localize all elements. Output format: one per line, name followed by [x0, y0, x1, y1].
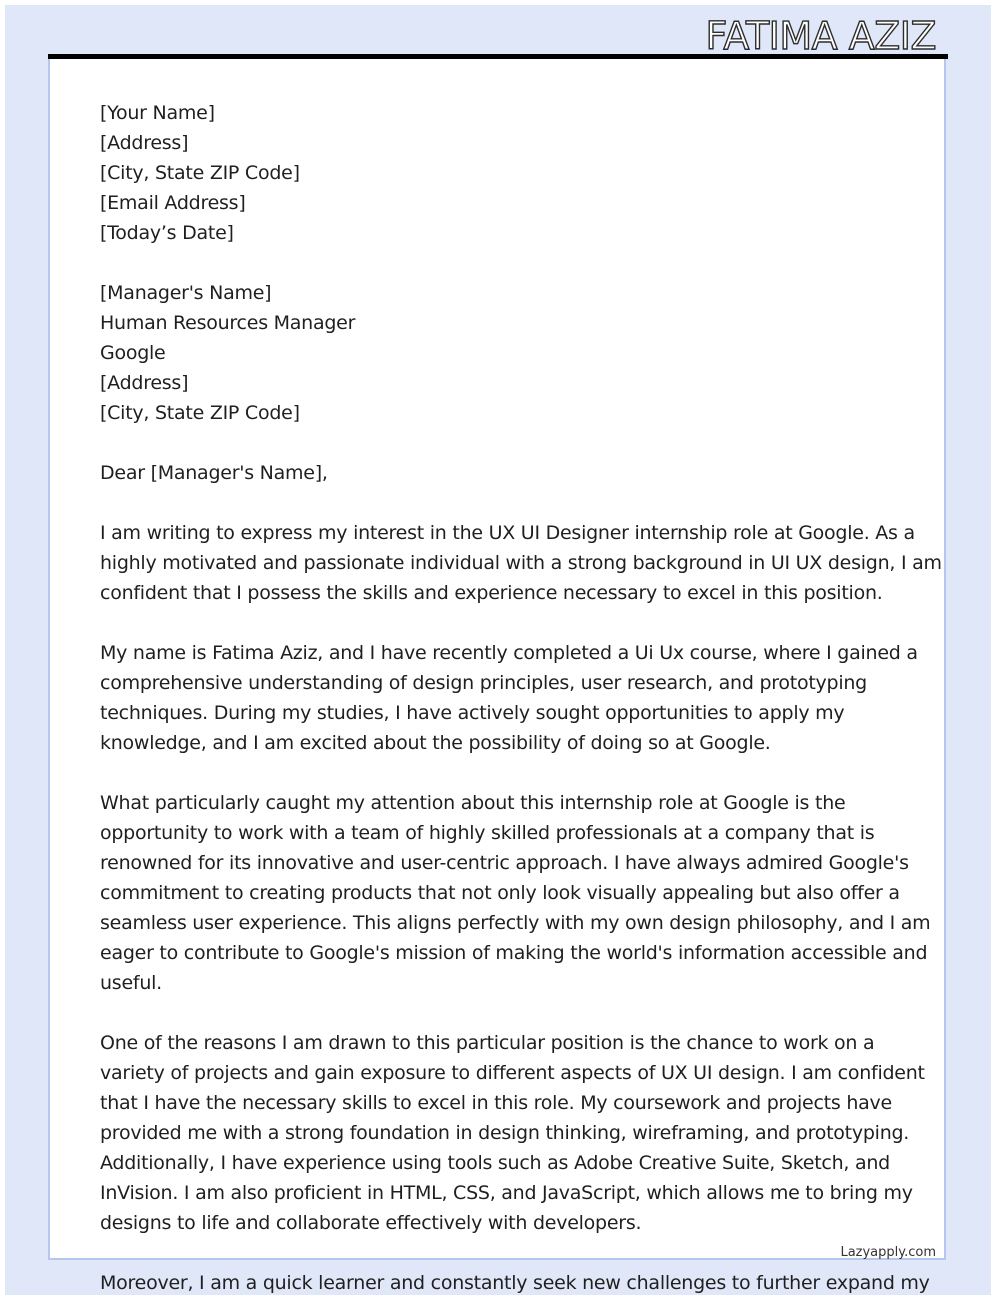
paragraph-line: One of the reasons I am drawn to this particular position is the chance to work on a: [100, 1032, 875, 1054]
applicant-name-heading: FATIMA AZIZ: [705, 14, 936, 58]
paragraph-line: highly motivated and passionate individual with a strong background in UI UX design, I am: [100, 552, 942, 574]
paragraph-line: eager to contribute to Google's mission of making the world's information accessible and: [100, 942, 928, 964]
paragraph-line: confident that I possess the skills and experience necessary to excel in this position.: [100, 582, 883, 604]
paragraph-line: variety of projects and gain exposure to different aspects of UX UI design. I am confident: [100, 1062, 925, 1084]
paragraph-motivation: [100, 788, 931, 998]
paragraph-line: opportunity to work with a team of highly skilled professionals at a company that is: [100, 822, 875, 844]
salutation: Dear [Manager's Name],: [100, 462, 328, 484]
paragraph-line: designs to life and collaborate effectively with developers.: [100, 1212, 642, 1234]
paragraph-line: InVision. I am also proficient in HTML, CSS, and JavaScript, which allows me to bring my: [100, 1182, 913, 1204]
sender-name: [Your Name]: [100, 102, 215, 124]
recipient-address: [Address]: [100, 372, 189, 394]
recipient-title: Human Resources Manager: [100, 312, 356, 334]
lazyapply-watermark: Lazyapply.com: [840, 1245, 936, 1260]
paragraph-line: Additionally, I have experience using tools such as Adobe Creative Suite, Sketch, and: [100, 1152, 890, 1174]
paragraph-line: What particularly caught my attention about this internship role at Google is the: [100, 792, 846, 814]
recipient-city-state-zip: [City, State ZIP Code]: [100, 402, 300, 424]
paragraph-closing-start: [100, 1268, 930, 1298]
sender-email: [Email Address]: [100, 192, 246, 214]
paragraph-line: useful.: [100, 972, 162, 994]
recipient-name: [Manager's Name]: [100, 282, 272, 304]
paragraph-introduction: [100, 518, 942, 608]
paragraph-line: I am writing to express my interest in the UX UI Designer internship role at Google. As a: [100, 522, 915, 544]
paragraph-line: My name is Fatima Aziz, and I have recently completed a Ui Ux course, where I gained a: [100, 642, 918, 664]
paragraph-line: provided me with a strong foundation in design thinking, wireframing, and prototyping.: [100, 1122, 910, 1144]
cover-letter-body: [100, 98, 942, 1298]
paragraph-skills: [100, 1028, 925, 1238]
recipient-address-block: [100, 278, 900, 428]
paragraph-line: techniques. During my studies, I have actively sought opportunities to apply my: [100, 702, 845, 724]
paragraph-background: [100, 638, 918, 758]
paragraph-line: Moreover, I am a quick learner and constantly seek new challenges to further expand my: [100, 1272, 930, 1294]
paragraph-line: seamless user experience. This aligns perfectly with my own design philosophy, and I am: [100, 912, 931, 934]
sender-address: [Address]: [100, 132, 189, 154]
paragraph-line: knowledge, and I am excited about the possibility of doing so at Google.: [100, 732, 771, 754]
paragraph-line: commitment to creating products that not only look visually appealing but also offer a: [100, 882, 900, 904]
recipient-company: Google: [100, 342, 166, 364]
letter-date: [Today’s Date]: [100, 222, 234, 244]
paragraph-line: comprehensive understanding of design principles, user research, and prototyping: [100, 672, 867, 694]
sender-city-state-zip: [City, State ZIP Code]: [100, 162, 300, 184]
paragraph-line: renowned for its innovative and user-centric approach. I have always admired Google's: [100, 852, 909, 874]
paragraph-line: that I have the necessary skills to excel in this role. My coursework and projects have: [100, 1092, 892, 1114]
sender-address-block: [100, 98, 900, 248]
